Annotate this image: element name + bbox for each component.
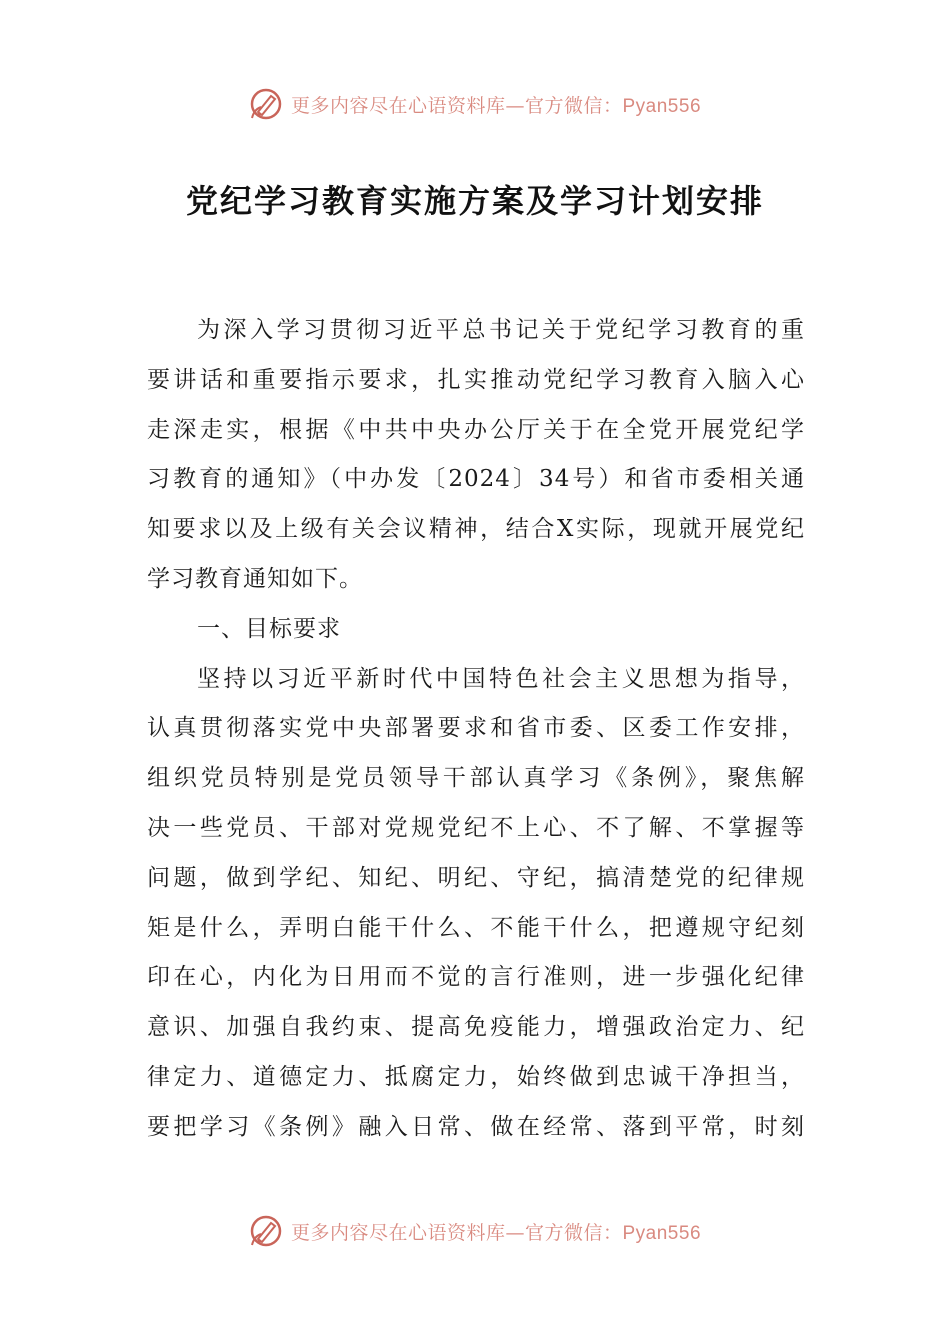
watermark-text: 更多内容尽在心语资料库—官方微信：Pyan556 <box>290 1221 702 1244</box>
paragraph-line: 知要求以及上级有关会议精神，结合X实际，现就开展党纪 <box>147 516 805 543</box>
paragraph-line: 学习教育通知如下。 <box>147 565 363 592</box>
pen-logo-icon <box>249 1214 283 1248</box>
paragraph-line: 为深入学习贯彻习近平总书记关于党纪学习教育的重 <box>197 317 805 343</box>
paragraph-line: 认真贯彻落实党中央部署要求和省市委、区委工作安排， <box>147 715 805 742</box>
paragraph-line: 决一些党员、干部对党规党纪不上心、不了解、不掌握等 <box>147 814 805 841</box>
paragraph-line: 组织党员特别是党员领导干部认真学习《条例》，聚焦解 <box>147 765 805 792</box>
document-title: 党纪学习教育实施方案及学习计划安排 <box>185 182 764 220</box>
paragraph-line: 坚持以习近平新时代中国特色社会主义思想为指导， <box>197 665 805 692</box>
paragraph-line: 意识、加强自我约束、提高免疫能力，增强政治定力、纪 <box>147 1014 805 1041</box>
paragraph-line: 印在心，内化为日用而不觉的言行准则，进一步强化纪律 <box>147 964 805 991</box>
paragraph-line: 习教育的通知》（中办发〔2024〕34号）和省市委相关通 <box>147 466 805 493</box>
paragraph-line: 律定力、道德定力、抵腐定力，始终做到忠诚干净担当， <box>147 1063 805 1090</box>
pen-logo-icon <box>249 87 283 121</box>
paragraph-line: 问题，做到学纪、知纪、明纪、守纪，搞清楚党的纪律规 <box>147 864 805 891</box>
document-body <box>147 306 805 1153</box>
watermark-footer <box>0 1211 950 1251</box>
paragraph-line: 走深走实，根据《中共中央办公厅关于在全党开展党纪学 <box>147 416 805 443</box>
paragraph-line: 要把学习《条例》融入日常、做在经常、落到平常，时刻 <box>147 1113 805 1140</box>
paragraph-line: 矩是什么，弄明白能干什么、不能干什么，把遵规守纪刻 <box>147 914 805 941</box>
watermark-text: 更多内容尽在心语资料库—官方微信：Pyan556 <box>290 94 702 117</box>
watermark-header <box>0 84 950 124</box>
section-heading: 一、目标要求 <box>197 615 341 642</box>
paragraph-line: 要讲话和重要指示要求，扎实推动党纪学习教育入脑入心 <box>147 366 805 393</box>
wechat-id: Pyan556 <box>622 1222 702 1244</box>
wechat-id: Pyan556 <box>622 95 702 117</box>
